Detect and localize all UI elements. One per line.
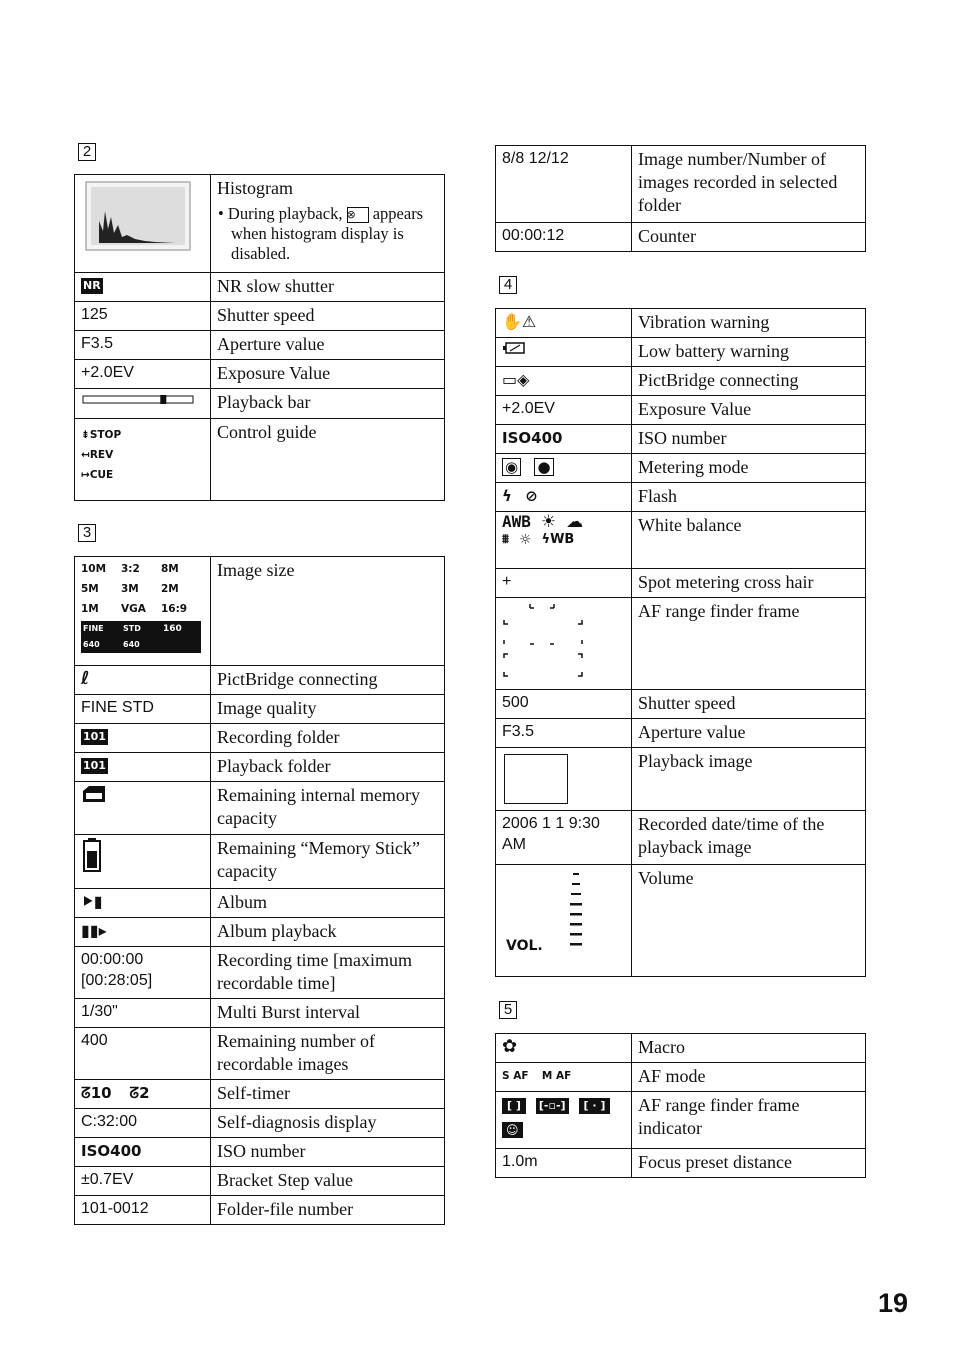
flash-wb-icon: ϟWB [541,532,575,547]
flash-off-icon: ⊘ [525,486,538,505]
white-balance-icons-row2 [502,532,625,548]
row-label: Remaining number of recordable images [211,1028,445,1080]
single-af-icon: S AF [502,1069,529,1082]
row-symbol: 101-0012 [75,1196,211,1225]
table-row [496,690,866,719]
pictbridge-icon: ℓ [81,667,90,689]
image-size-icon: 160 [161,621,201,653]
row-label: Image quality [211,695,445,724]
section-number-4: 4 [499,276,517,294]
section-5-table [495,1033,866,1178]
image-size-icon: STD 640 [121,621,161,653]
row-label: AF mode [632,1063,866,1092]
row-label: Shutter speed [211,302,445,331]
table-row [75,360,445,389]
row-label: Remaining internal memory capacity [211,782,445,835]
row-symbol: 1/30" [75,999,211,1028]
row-label: Album playback [211,918,445,947]
low-battery-icon [502,341,528,355]
row-label: Remaining “Memory Stick” capacity [211,835,445,889]
table-row [496,1063,866,1092]
cue-icon: ↦CUE [81,469,114,481]
row-label: Exposure Value [632,396,866,425]
row-symbol: 00:00:00 [00:28:05] [75,947,211,999]
table-row [75,557,445,666]
row-label: Counter [632,223,866,252]
table-row [496,309,866,338]
row-label: Bracket Step value [211,1167,445,1196]
vibration-warning-icon: ✋⚠ [502,311,537,331]
row-label: Spot metering cross hair [632,569,866,598]
cloudy-icon: ☁ [566,512,584,532]
image-size-icon: VGA [121,603,146,615]
table-row [75,389,445,419]
table-row [496,811,866,865]
section-number-2: 2 [78,143,96,161]
table-row [75,889,445,918]
control-guide-icons [81,427,204,483]
table-row [75,666,445,695]
album-playback-icon: ▮▮▸ [81,920,107,940]
album-icon: ⯈▮ [81,891,103,911]
histogram-off-icon: ⊗ [347,207,369,223]
white-balance-icons-row1 [502,514,625,530]
table-row [75,999,445,1028]
playback-folder-icon: 101 [83,758,106,772]
row-label: Image number/Number of images recorded in selected folder [632,146,866,223]
table-row [75,753,445,782]
table-row [496,1092,866,1149]
center-af-icon: [-▫-] [536,1098,569,1114]
pictbridge-connecting-icon: ▭◈ [502,369,530,389]
row-label: Control guide [211,419,445,501]
table-row [75,1167,445,1196]
image-size-icon: 3:2 [121,563,140,575]
af-frame-indicator-icons-row2 [502,1119,625,1140]
table-row [75,1196,445,1225]
table-row [496,223,866,252]
row-label: Playback image [632,748,866,811]
incandescent-icon: ☼ [518,532,532,548]
row-label: Playback folder [211,753,445,782]
daylight-icon: ☀ [540,512,557,532]
row-symbol: +2.0EV [496,396,632,425]
histogram-thumbnail-cell [75,175,211,273]
row-label: Aperture value [632,719,866,748]
section-number-5: 5 [499,1001,517,1019]
row-label: Recording time [maximum recordable time] [211,947,445,999]
table-row [496,512,866,569]
af-frame-indicator-icons [502,1098,625,1114]
row-label: Vibration warning [632,309,866,338]
row-symbol: 125 [75,302,211,331]
row-symbol: 00:00:12 [496,223,632,252]
section-number-3: 3 [78,524,96,542]
image-size-icon: 1M [81,603,99,615]
table-row [75,1080,445,1109]
row-label: Album [211,889,445,918]
row-symbol: C:32:00 [75,1109,211,1138]
table-row [75,835,445,889]
volume-level-icon [565,867,595,947]
row-label: Recorded date/time of the playback image [632,811,866,865]
row-label: Low battery warning [632,338,866,367]
row-symbol: 1.0m [496,1149,632,1178]
row-label: Self-diagnosis display [211,1109,445,1138]
awb-icon: AWB [502,512,531,531]
multi-point-af-icon: [ ] [502,1098,526,1114]
table-row [75,273,445,302]
row-label: ISO number [632,425,866,454]
image-size-icon: 16:9 [161,603,188,615]
row-label: ISO number [211,1138,445,1167]
row-label: AF range finder frame [632,598,866,690]
table-row [75,947,445,999]
self-timer-10-icon: ᘔ10 [81,1083,112,1102]
fluorescent-icon: ⩩ [502,532,509,547]
image-size-icon: 3M [121,583,139,595]
row-label: Playback bar [211,389,445,419]
row-label: Exposure Value [211,360,445,389]
table-row [496,748,866,811]
histogram-note: • During playback, ⊗ appears when histogram display is disabled. [218,204,424,263]
row-label: Aperture value [211,331,445,360]
table-row [496,1149,866,1178]
row-symbol: F3.5 [496,719,632,748]
table-row [75,331,445,360]
histogram-icon [85,181,197,255]
image-size-icon: 8M [161,563,179,575]
macro-icon: ✿ [502,1035,518,1057]
iso-icon: ISO400 [81,1141,142,1160]
table-row [75,302,445,331]
stop-icon: ⇟STOP [81,429,122,441]
row-label: NR slow shutter [211,273,445,302]
note-text-rest: appears when histogram display is disabled. [231,204,424,263]
row-label: AF range finder frame indicator [632,1092,866,1149]
af-range-finder-frame-icon [502,600,586,680]
table-row [496,865,866,977]
table-row [75,724,445,753]
row-label: Macro [632,1034,866,1063]
row-label: PictBridge connecting [632,367,866,396]
face-detection-af-icon: ☺ [502,1122,523,1138]
row-label: Multi Burst interval [211,999,445,1028]
nr-slow-shutter-icon: NR [83,278,101,292]
table-row [496,338,866,367]
row-label: Image size [211,557,445,666]
row-label: Volume [632,865,866,977]
table-row [496,719,866,748]
row-label: Folder-file number [211,1196,445,1225]
table-row [496,483,866,512]
row-label: Focus preset distance [632,1149,866,1178]
memory-stick-icon [81,837,103,873]
recording-folder-icon: 101 [83,729,106,743]
section-4-table [495,308,866,977]
table-row [496,367,866,396]
flash-icon: ϟ [502,486,512,505]
section-2-table [74,174,445,501]
table-row [496,454,866,483]
table-row [75,695,445,724]
spot-af-icon: [ · ] [579,1098,611,1114]
table-row [75,782,445,835]
row-label: Metering mode [632,454,866,483]
spot-metering-crosshair-icon: + [496,569,632,598]
row-symbol: +2.0EV [75,360,211,389]
playback-bar-icon [81,391,195,409]
spot-metering-icon: ● [534,458,553,476]
section-3-table [74,556,445,1225]
table-row [75,175,445,273]
table-row [75,1138,445,1167]
histogram-desc-cell [211,175,445,273]
playback-image-icon [504,754,568,804]
multi-pattern-metering-icon: ◉ [502,458,521,476]
iso-icon: ISO400 [502,428,563,447]
page-number: 19 [878,1288,909,1318]
table-row [75,419,445,501]
table-row [496,1034,866,1063]
table-row [496,598,866,690]
volume-label: VOL. [506,937,543,954]
table-row [496,425,866,454]
table-row [75,918,445,947]
image-size-icon: 10M [81,563,107,575]
table-row [75,1028,445,1080]
table-row [496,569,866,598]
row-symbol: 400 [75,1028,211,1080]
section-2-continued-table [495,145,866,252]
internal-memory-icon [81,784,107,804]
row-label: PictBridge connecting [211,666,445,695]
row-label: Shutter speed [632,690,866,719]
self-timer-2-icon: ᘔ2 [129,1083,150,1102]
monitoring-af-icon: M AF [541,1069,572,1082]
row-label: Flash [632,483,866,512]
row-symbol: FINE STD [75,695,211,724]
image-size-icon: 5M [81,583,99,595]
row-label: Self-timer [211,1080,445,1109]
row-symbol: 500 [496,690,632,719]
image-size-icon: FINE 640 [81,621,121,653]
note-text: During playback, [227,204,343,223]
row-label: White balance [632,512,866,569]
row-symbol: ±0.7EV [75,1167,211,1196]
table-row [75,1109,445,1138]
row-symbol: 2006 1 1 9:30 AM [496,811,632,865]
table-row [496,146,866,223]
row-label: Histogram [217,178,293,198]
row-symbol: 8/8 12/12 [496,146,632,223]
rev-icon: ↤REV [81,449,114,461]
table-row [496,396,866,425]
row-label: Recording folder [211,724,445,753]
image-size-icon: 2M [161,583,179,595]
image-size-icons [81,561,204,653]
row-symbol: F3.5 [75,331,211,360]
